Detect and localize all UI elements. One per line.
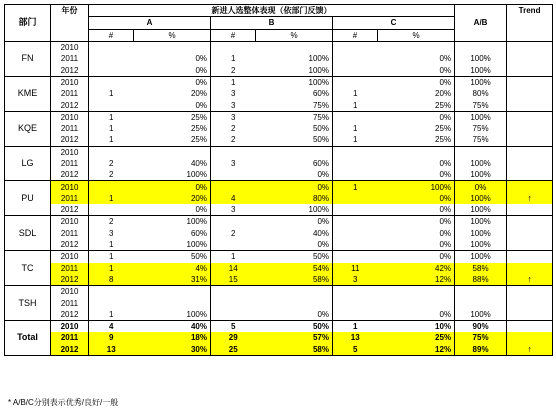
cell-c-p: 25% [378, 332, 455, 343]
cell-b-p: 100% [256, 64, 333, 76]
trend-arrow-icon [507, 297, 553, 308]
cell-ab: 100% [455, 158, 507, 169]
trend-arrow-icon [507, 99, 553, 111]
table-row [5, 251, 553, 263]
cell-a-p: 0% [134, 64, 211, 76]
cell-b-n [211, 309, 256, 321]
cell-c-p: 0% [378, 309, 455, 321]
cell-c-n [333, 41, 378, 53]
cell-a-p: 60% [134, 228, 211, 239]
cell-a-n: 1 [89, 263, 134, 274]
cell-c-p: 0% [378, 158, 455, 169]
cell-ab: 75% [455, 123, 507, 134]
cell-c-n [333, 111, 378, 123]
trend-arrow-icon [507, 64, 553, 76]
trend-arrow-icon [507, 228, 553, 239]
cell-b-n [211, 239, 256, 251]
cell-c-n [333, 158, 378, 169]
year-cell: 2012 [51, 64, 89, 76]
year-cell: 2010 [51, 216, 89, 228]
table-row [5, 286, 553, 298]
cell-b-p: 58% [256, 344, 333, 356]
cell-a-n: 1 [89, 123, 134, 134]
trend-arrow-icon [507, 216, 553, 228]
cell-ab: 100% [455, 204, 507, 216]
year-cell: 2010 [51, 181, 89, 193]
cell-c-p: 12% [378, 344, 455, 356]
dept-cell: KME [5, 76, 51, 111]
cell-b-p: 0% [256, 216, 333, 228]
cell-a-p: 20% [134, 88, 211, 99]
cell-a-p: 0% [134, 204, 211, 216]
year-cell: 2011 [51, 193, 89, 204]
cell-ab: 89% [455, 344, 507, 356]
cell-c-p: 42% [378, 263, 455, 274]
table-row [5, 99, 553, 111]
cell-c-p: 0% [378, 239, 455, 251]
cell-b-n: 29 [211, 332, 256, 343]
trend-arrow-icon [507, 239, 553, 251]
table-row [5, 297, 553, 308]
table-row [5, 193, 553, 204]
cell-b-p [256, 297, 333, 308]
trend-arrow-icon [507, 309, 553, 321]
table-row [5, 158, 553, 169]
year-cell: 2012 [51, 99, 89, 111]
cell-b-p [256, 41, 333, 53]
cell-c-n [333, 251, 378, 263]
cell-a-n: 13 [89, 344, 134, 356]
cell-b-n: 25 [211, 344, 256, 356]
cell-a-n: 9 [89, 332, 134, 343]
cell-a-p: 18% [134, 332, 211, 343]
cell-c-n [333, 64, 378, 76]
year-cell: 2010 [51, 41, 89, 53]
cell-b-p [256, 286, 333, 298]
cell-c-n: 3 [333, 274, 378, 286]
cell-c-n [333, 286, 378, 298]
cell-b-p: 50% [256, 134, 333, 146]
cell-b-p: 60% [256, 158, 333, 169]
cell-c-n: 1 [333, 123, 378, 134]
cell-a-p: 25% [134, 111, 211, 123]
year-cell: 2010 [51, 251, 89, 263]
cell-c-p: 0% [378, 228, 455, 239]
cell-c-n [333, 76, 378, 88]
dept-cell: TC [5, 251, 51, 286]
cell-c-p: 0% [378, 193, 455, 204]
table-row [5, 263, 553, 274]
dept-cell: LG [5, 146, 51, 181]
cell-c-p: 0% [378, 111, 455, 123]
cell-a-n: 1 [89, 111, 134, 123]
trend-arrow-icon [507, 169, 553, 181]
cell-b-n [211, 181, 256, 193]
cell-a-p: 25% [134, 123, 211, 134]
cell-b-p: 100% [256, 53, 333, 64]
cell-ab: 75% [455, 134, 507, 146]
dept-cell: SDL [5, 216, 51, 251]
table-row [5, 204, 553, 216]
trend-arrow-icon [507, 321, 553, 333]
cell-b-n: 1 [211, 53, 256, 64]
cell-b-p: 0% [256, 169, 333, 181]
performance-table [4, 4, 553, 356]
cell-ab: 58% [455, 263, 507, 274]
cell-c-p: 25% [378, 123, 455, 134]
cell-b-n [211, 169, 256, 181]
cell-b-n [211, 216, 256, 228]
cell-a-n: 2 [89, 216, 134, 228]
cell-b-n: 2 [211, 64, 256, 76]
cell-b-n: 3 [211, 158, 256, 169]
trend-arrow-icon [507, 76, 553, 88]
cell-ab: 100% [455, 64, 507, 76]
cell-b-p: 75% [256, 99, 333, 111]
col-header-dept: 部门 [5, 5, 51, 42]
cell-a-n: 1 [89, 251, 134, 263]
cell-a-n [89, 53, 134, 64]
cell-c-p: 12% [378, 274, 455, 286]
year-cell: 2012 [51, 134, 89, 146]
year-cell: 2011 [51, 88, 89, 99]
col-header-a-count: # [89, 29, 134, 41]
cell-ab: 100% [455, 239, 507, 251]
cell-c-n [333, 146, 378, 158]
cell-b-p: 0% [256, 309, 333, 321]
cell-c-p: 0% [378, 64, 455, 76]
cell-ab [455, 286, 507, 298]
table-row [5, 134, 553, 146]
year-cell: 2011 [51, 228, 89, 239]
table-row [5, 88, 553, 99]
cell-a-p: 100% [134, 239, 211, 251]
trend-arrow-icon [507, 263, 553, 274]
cell-c-n [333, 169, 378, 181]
cell-a-p: 100% [134, 216, 211, 228]
cell-c-n [333, 309, 378, 321]
cell-ab: 100% [455, 251, 507, 263]
cell-a-n: 8 [89, 274, 134, 286]
table-row [5, 228, 553, 239]
trend-arrow-icon [507, 111, 553, 123]
cell-a-n: 2 [89, 169, 134, 181]
cell-a-p [134, 297, 211, 308]
cell-a-n [89, 146, 134, 158]
cell-ab: 100% [455, 111, 507, 123]
cell-c-p [378, 297, 455, 308]
cell-a-p: 0% [134, 53, 211, 64]
col-header-a: A [89, 17, 211, 29]
cell-b-n: 14 [211, 263, 256, 274]
table-row [5, 111, 553, 123]
cell-c-n: 1 [333, 321, 378, 333]
cell-c-n: 5 [333, 344, 378, 356]
cell-a-n [89, 41, 134, 53]
cell-b-n: 2 [211, 134, 256, 146]
cell-a-n [89, 286, 134, 298]
cell-a-p [134, 41, 211, 53]
year-cell: 2010 [51, 76, 89, 88]
cell-ab: 100% [455, 216, 507, 228]
year-cell: 2011 [51, 263, 89, 274]
cell-a-p: 100% [134, 169, 211, 181]
year-cell: 2011 [51, 332, 89, 343]
cell-ab: 90% [455, 321, 507, 333]
col-header-a-pct: % [134, 29, 211, 41]
cell-b-p [256, 146, 333, 158]
trend-arrow-icon: ↑ [507, 344, 553, 356]
cell-b-p: 75% [256, 111, 333, 123]
cell-ab: 75% [455, 99, 507, 111]
year-cell: 2011 [51, 53, 89, 64]
cell-c-n [333, 216, 378, 228]
trend-arrow-icon [507, 134, 553, 146]
cell-c-p [378, 41, 455, 53]
cell-b-n: 15 [211, 274, 256, 286]
table-row [5, 146, 553, 158]
cell-a-n [89, 204, 134, 216]
trend-arrow-icon [507, 332, 553, 343]
cell-b-p: 0% [256, 181, 333, 193]
cell-ab [455, 41, 507, 53]
cell-a-n [89, 99, 134, 111]
trend-arrow-icon [507, 204, 553, 216]
cell-a-n: 3 [89, 228, 134, 239]
cell-b-n: 1 [211, 251, 256, 263]
cell-c-p: 0% [378, 251, 455, 263]
table-row [5, 64, 553, 76]
cell-a-n [89, 76, 134, 88]
cell-b-n [211, 146, 256, 158]
cell-a-n: 1 [89, 88, 134, 99]
cell-b-p: 50% [256, 123, 333, 134]
cell-c-n [333, 204, 378, 216]
table-row [5, 53, 553, 64]
cell-a-n: 1 [89, 239, 134, 251]
cell-b-p: 100% [256, 204, 333, 216]
cell-b-n: 5 [211, 321, 256, 333]
col-header-ab: A/B [455, 5, 507, 42]
col-header-trend: Trend [507, 5, 553, 42]
cell-c-n: 1 [333, 88, 378, 99]
year-cell: 2010 [51, 286, 89, 298]
trend-arrow-icon [507, 158, 553, 169]
cell-a-p: 31% [134, 274, 211, 286]
cell-c-n: 1 [333, 181, 378, 193]
cell-c-n [333, 193, 378, 204]
cell-c-p: 0% [378, 169, 455, 181]
cell-c-p: 0% [378, 204, 455, 216]
col-header-b: B [211, 17, 333, 29]
year-cell: 2012 [51, 239, 89, 251]
cell-ab: 0% [455, 181, 507, 193]
cell-a-p: 20% [134, 193, 211, 204]
cell-c-n: 11 [333, 263, 378, 274]
year-cell: 2012 [51, 344, 89, 356]
cell-b-n: 1 [211, 76, 256, 88]
year-cell: 2010 [51, 321, 89, 333]
cell-b-p: 50% [256, 251, 333, 263]
col-header-c: C [333, 17, 455, 29]
cell-b-n: 2 [211, 228, 256, 239]
trend-arrow-icon [507, 88, 553, 99]
dept-cell: Total [5, 321, 51, 356]
cell-b-p: 0% [256, 239, 333, 251]
table-row [5, 123, 553, 134]
cell-b-n: 3 [211, 111, 256, 123]
cell-a-p: 50% [134, 251, 211, 263]
col-header-c-count: # [333, 29, 378, 41]
cell-a-n: 1 [89, 134, 134, 146]
cell-ab [455, 297, 507, 308]
cell-b-p: 50% [256, 321, 333, 333]
trend-arrow-icon: ↑ [507, 274, 553, 286]
dept-cell: FN [5, 41, 51, 76]
cell-b-n: 3 [211, 99, 256, 111]
trend-arrow-icon [507, 53, 553, 64]
year-cell: 2010 [51, 146, 89, 158]
performance-table-container [4, 4, 552, 407]
dept-cell: TSH [5, 286, 51, 321]
cell-ab [455, 146, 507, 158]
cell-c-p: 100% [378, 181, 455, 193]
table-row [5, 216, 553, 228]
cell-a-p [134, 146, 211, 158]
cell-a-p: 25% [134, 134, 211, 146]
table-row [5, 239, 553, 251]
cell-a-p: 0% [134, 181, 211, 193]
table-row [5, 181, 553, 193]
table-title: 新进人选整体表现（依部门反馈） [89, 5, 455, 17]
cell-a-n [89, 181, 134, 193]
cell-c-n [333, 239, 378, 251]
col-header-year: 年份 [51, 5, 89, 42]
cell-c-p: 25% [378, 99, 455, 111]
table-row [5, 332, 553, 343]
table-row [5, 274, 553, 286]
col-header-b-pct: % [256, 29, 333, 41]
cell-ab: 88% [455, 274, 507, 286]
trend-arrow-icon: ↑ [507, 193, 553, 204]
table-row [5, 344, 553, 356]
cell-c-p: 0% [378, 216, 455, 228]
cell-ab: 100% [455, 169, 507, 181]
cell-a-p: 0% [134, 76, 211, 88]
table-body [5, 41, 553, 355]
year-cell: 2011 [51, 297, 89, 308]
cell-c-n [333, 228, 378, 239]
cell-b-n [211, 286, 256, 298]
cell-b-p: 54% [256, 263, 333, 274]
dept-cell: PU [5, 181, 51, 216]
trend-arrow-icon [507, 41, 553, 53]
cell-b-n: 4 [211, 193, 256, 204]
year-cell: 2010 [51, 111, 89, 123]
cell-c-n: 1 [333, 134, 378, 146]
cell-b-n: 3 [211, 88, 256, 99]
table-row [5, 321, 553, 333]
cell-b-p: 80% [256, 193, 333, 204]
cell-c-n: 1 [333, 99, 378, 111]
col-header-b-count: # [211, 29, 256, 41]
col-header-c-pct: % [378, 29, 455, 41]
dept-cell: KQE [5, 111, 51, 146]
cell-c-n [333, 297, 378, 308]
cell-b-n [211, 41, 256, 53]
cell-b-n: 3 [211, 204, 256, 216]
cell-c-p: 10% [378, 321, 455, 333]
cell-ab: 100% [455, 309, 507, 321]
cell-ab: 75% [455, 332, 507, 343]
cell-b-p: 60% [256, 88, 333, 99]
cell-c-p [378, 146, 455, 158]
cell-a-n: 1 [89, 193, 134, 204]
table-row [5, 309, 553, 321]
year-cell: 2012 [51, 169, 89, 181]
cell-ab: 100% [455, 228, 507, 239]
year-cell: 2012 [51, 309, 89, 321]
year-cell: 2011 [51, 123, 89, 134]
cell-b-p: 40% [256, 228, 333, 239]
cell-a-p: 100% [134, 309, 211, 321]
cell-a-n [89, 64, 134, 76]
trend-arrow-icon [507, 123, 553, 134]
cell-ab: 100% [455, 53, 507, 64]
cell-a-n: 4 [89, 321, 134, 333]
cell-a-p: 40% [134, 158, 211, 169]
cell-c-p [378, 286, 455, 298]
cell-c-n: 13 [333, 332, 378, 343]
cell-ab: 100% [455, 76, 507, 88]
table-row [5, 76, 553, 88]
trend-arrow-icon [507, 251, 553, 263]
year-cell: 2012 [51, 204, 89, 216]
cell-a-n [89, 297, 134, 308]
footnote: * A/B/C分别表示优秀/良好/一般 [8, 398, 119, 407]
table-row [5, 169, 553, 181]
cell-a-p: 0% [134, 99, 211, 111]
trend-arrow-icon [507, 181, 553, 193]
cell-ab: 100% [455, 193, 507, 204]
cell-a-n: 2 [89, 158, 134, 169]
cell-b-n [211, 297, 256, 308]
cell-b-n: 2 [211, 123, 256, 134]
year-cell: 2011 [51, 158, 89, 169]
cell-a-n: 1 [89, 309, 134, 321]
cell-a-p: 40% [134, 321, 211, 333]
cell-b-p: 58% [256, 274, 333, 286]
cell-a-p: 4% [134, 263, 211, 274]
table-row [5, 41, 553, 53]
cell-ab: 80% [455, 88, 507, 99]
header-row-title [5, 5, 553, 17]
cell-b-p: 100% [256, 76, 333, 88]
cell-a-p: 30% [134, 344, 211, 356]
cell-c-p: 20% [378, 88, 455, 99]
cell-c-p: 0% [378, 53, 455, 64]
cell-c-n [333, 53, 378, 64]
cell-c-p: 25% [378, 134, 455, 146]
cell-c-p: 0% [378, 76, 455, 88]
cell-a-p [134, 286, 211, 298]
trend-arrow-icon [507, 146, 553, 158]
trend-arrow-icon [507, 286, 553, 298]
cell-b-p: 57% [256, 332, 333, 343]
year-cell: 2012 [51, 274, 89, 286]
